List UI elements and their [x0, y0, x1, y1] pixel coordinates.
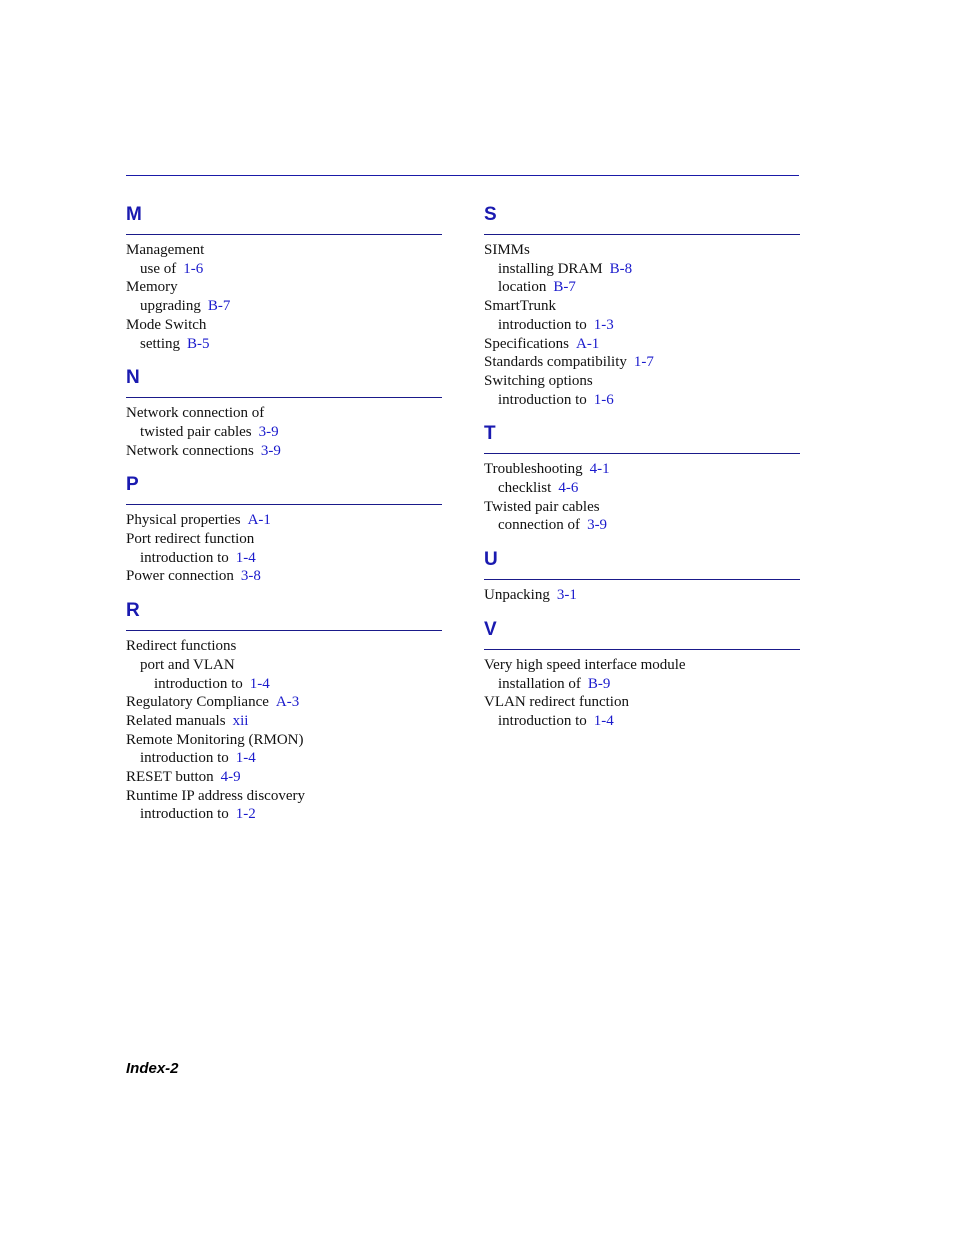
page-reference-link[interactable]: xii [232, 712, 249, 729]
index-entry-text: twisted pair cables [140, 423, 252, 440]
index-entry-text: Unpacking [484, 587, 550, 604]
page-reference-link[interactable]: B-7 [553, 279, 576, 296]
index-entry [484, 297, 800, 316]
page-reference-link[interactable]: 1-4 [235, 750, 256, 767]
page-number-footer: Index-2 [126, 1060, 179, 1077]
index-entry-text: Network connections [126, 442, 254, 459]
page-reference-link[interactable]: 3-1 [556, 587, 577, 604]
index-entry-text: Memory [126, 279, 178, 296]
index-entry-text: checklist [498, 480, 552, 497]
page-reference-link[interactable]: A-1 [575, 335, 600, 352]
index-entry [126, 749, 442, 768]
index-entry [484, 675, 800, 694]
section-letter-heading: V [484, 615, 800, 650]
index-entry [126, 675, 442, 694]
index-entry [126, 712, 442, 731]
index-entry-text: location [498, 279, 547, 296]
index-entry-text: use of [140, 260, 177, 277]
page-reference-link[interactable]: 1-4 [593, 712, 614, 729]
index-entry [484, 460, 800, 479]
index-entry [484, 479, 800, 498]
index-section-p [126, 470, 442, 586]
page-reference-link[interactable]: A-3 [275, 694, 300, 711]
page-reference-link[interactable]: 3-9 [587, 517, 608, 534]
index-section-s [484, 200, 800, 409]
index-section-n [126, 363, 442, 460]
index-entry-text: Very high speed interface module [484, 656, 686, 673]
index-entry [126, 656, 442, 675]
index-entry-text: Physical properties [126, 512, 241, 529]
index-entry [484, 335, 800, 354]
index-entry [484, 516, 800, 535]
index-entry [126, 787, 442, 806]
index-entry-text: introduction to [498, 712, 587, 729]
index-column-left [126, 200, 442, 834]
index-section-r [126, 596, 442, 824]
index-entry [126, 316, 442, 335]
index-entry [126, 805, 442, 824]
index-entry [126, 549, 442, 568]
index-entry [126, 567, 442, 586]
section-letter-heading: S [484, 200, 800, 235]
index-entry [484, 586, 800, 605]
index-entry-text: VLAN redirect function [484, 694, 629, 711]
index-entry-text: Mode Switch [126, 316, 207, 333]
index-entry-text: introduction to [140, 806, 229, 823]
index-entry [126, 511, 442, 530]
index-entry [126, 768, 442, 787]
index-entry [484, 712, 800, 731]
index-entry-text: RESET button [126, 769, 214, 786]
page-reference-link[interactable]: 1-4 [235, 549, 256, 566]
index-entry [126, 530, 442, 549]
index-entry [126, 637, 442, 656]
index-entry [126, 297, 442, 316]
index-entry [484, 278, 800, 297]
index-entry-text: introduction to [498, 316, 587, 333]
index-entry-text: Remote Monitoring (RMON) [126, 731, 304, 748]
page-reference-link[interactable]: 1-7 [633, 354, 654, 371]
index-entry [126, 241, 442, 260]
section-letter-heading: R [126, 596, 442, 631]
index-entry-text: Specifications [484, 335, 569, 352]
section-letter-heading: T [484, 419, 800, 454]
index-entry-text: Switching options [484, 372, 593, 389]
index-entry-text: port and VLAN [140, 656, 235, 673]
page-reference-link[interactable]: 3-9 [258, 423, 279, 440]
index-entry [484, 241, 800, 260]
index-section-m [126, 200, 442, 353]
index-entry-text: connection of [498, 517, 581, 534]
index-entry-text: Twisted pair cables [484, 498, 600, 515]
index-column-right [484, 200, 800, 741]
index-entry [484, 260, 800, 279]
index-entry [126, 404, 442, 423]
page-reference-link[interactable]: 1-6 [593, 391, 614, 408]
index-entry [126, 423, 442, 442]
section-letter-heading: M [126, 200, 442, 235]
index-entry-text: Port redirect function [126, 531, 255, 548]
index-entry-text: Standards compatibility [484, 354, 627, 371]
section-letter-heading: U [484, 545, 800, 580]
index-entry [126, 260, 442, 279]
index-entry [484, 372, 800, 391]
index-entry-text: installation of [498, 675, 581, 692]
page-reference-link[interactable]: B-8 [609, 260, 633, 277]
index-entry [484, 656, 800, 675]
index-entry [484, 353, 800, 372]
page-reference-link[interactable]: 1-4 [249, 675, 270, 692]
page-reference-link[interactable]: 3-9 [260, 442, 281, 459]
index-entry [126, 442, 442, 461]
index-entry-text: Regulatory Compliance [126, 694, 269, 711]
page-reference-link[interactable]: 1-2 [235, 806, 256, 823]
page-reference-link[interactable]: 3-8 [240, 568, 261, 585]
index-entry-text: Network connection of [126, 405, 265, 422]
page-reference-link[interactable]: A-1 [247, 512, 271, 529]
section-letter-heading: N [126, 363, 442, 398]
index-entry-text: installing DRAM [498, 260, 603, 277]
page-reference-link[interactable]: 4-9 [220, 769, 241, 786]
index-entry [126, 278, 442, 297]
index-entry [126, 693, 442, 712]
page-reference-link[interactable]: 1-6 [183, 260, 204, 277]
index-entry-text: upgrading [140, 298, 201, 315]
page-reference-link[interactable]: B-5 [187, 335, 210, 352]
page-reference-link[interactable]: B-9 [587, 675, 611, 692]
index-entry [126, 731, 442, 750]
index-entry-text: Management [126, 242, 205, 258]
index-entry [484, 391, 800, 410]
index-entry [484, 316, 800, 335]
index-entry-text: Related manuals [126, 712, 226, 729]
page-reference-link[interactable]: B-7 [207, 298, 231, 315]
index-entry [484, 693, 800, 712]
index-section-v [484, 615, 800, 731]
index-entry-text: SIMMs [484, 242, 530, 258]
index-entry-text: Power connection [126, 568, 234, 585]
index-entry-text: Troubleshooting [484, 461, 583, 478]
index-entry [126, 335, 442, 354]
index-section-u [484, 545, 800, 605]
index-entry [484, 498, 800, 517]
section-letter-heading: P [126, 470, 442, 505]
page-reference-link[interactable]: 4-1 [589, 461, 610, 478]
index-entry-text: introduction to [140, 549, 229, 566]
page-reference-link[interactable]: 4-6 [558, 480, 579, 497]
index-entry-text: SmartTrunk [484, 298, 556, 315]
index-entry-text: introduction to [498, 391, 587, 408]
index-entry-text: Runtime IP address discovery [126, 787, 305, 804]
index-entry-text: Redirect functions [126, 638, 237, 655]
header-rule [126, 175, 799, 176]
index-entry-text: setting [140, 335, 180, 352]
index-entry-text: introduction to [154, 675, 243, 692]
index-section-t [484, 419, 800, 535]
index-entry-text: introduction to [140, 750, 229, 767]
page-reference-link[interactable]: 1-3 [593, 316, 614, 333]
